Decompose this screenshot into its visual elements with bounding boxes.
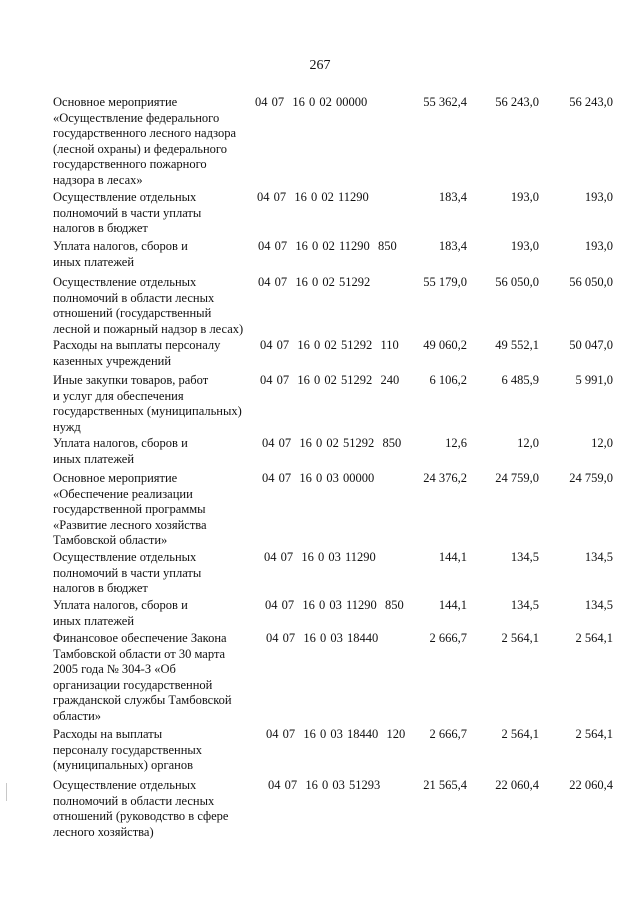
row-code: 04 07 16 0 03 18440 (266, 631, 379, 645)
row-code: 04 07 16 0 03 11290 (264, 550, 376, 564)
row-value-1: 55 179,0 (423, 275, 467, 289)
row-value-1: 24 376,2 (423, 471, 467, 485)
page-number: 267 (309, 58, 331, 73)
row-value-2: 2 564,1 (501, 727, 539, 741)
row-value-2: 2 564,1 (501, 631, 539, 645)
row-value-3: 2 564,1 (575, 727, 613, 741)
row-value-2: 134,5 (510, 550, 539, 564)
row-code: 04 07 16 0 02 00000 (255, 95, 368, 109)
row-description: Осуществление отдельных полномочий в части уплаты налогов в бюджет (53, 550, 202, 596)
row-value-1: 2 666,7 (429, 631, 467, 645)
row-code: 04 07 16 0 02 11290 850 (258, 239, 397, 253)
row-value-1: 55 362,4 (423, 95, 467, 109)
row-value-3: 24 759,0 (569, 471, 613, 485)
row-value-1: 12,6 (445, 436, 467, 450)
row-value-2: 56 050,0 (495, 275, 539, 289)
row-value-2: 12,0 (517, 436, 539, 450)
row-value-3: 5 991,0 (575, 373, 613, 387)
row-value-2: 24 759,0 (495, 471, 539, 485)
row-value-2: 56 243,0 (495, 95, 539, 109)
row-value-3: 50 047,0 (569, 338, 613, 352)
row-code: 04 07 16 0 02 11290 (257, 190, 369, 204)
row-code: 04 07 16 0 02 51292 (258, 275, 371, 289)
row-value-3: 134,5 (584, 550, 613, 564)
row-value-3: 22 060,4 (569, 778, 613, 792)
row-value-2: 134,5 (510, 598, 539, 612)
row-value-1: 6 106,2 (429, 373, 467, 387)
row-value-3: 2 564,1 (575, 631, 613, 645)
row-description: Основное мероприятие «Осуществление федерального государственного лесного надзора (лесной охраны) и федерального государственного пожарного надзора в лесах» (53, 95, 237, 187)
scan-margin-mark (6, 783, 7, 801)
row-description: Финансовое обеспечение Закона Тамбовской области от 30 марта 2005 года № 304-З «Об организации государственной гражданской службы Тамбовской области» (53, 631, 232, 723)
row-code: 04 07 16 0 02 51292 850 (262, 436, 402, 450)
row-value-1: 183,4 (438, 239, 467, 253)
row-code: 04 07 16 0 03 51293 (268, 778, 381, 792)
row-description: Основное мероприятие «Обеспечение реализации государственной программы «Развитие лесного хозяйства Тамбовской области» (53, 471, 207, 548)
row-description: Уплата налогов, сборов и иных платежей (53, 598, 188, 628)
row-value-1: 2 666,7 (429, 727, 467, 741)
row-code: 04 07 16 0 02 51292 240 (260, 373, 400, 387)
row-description: Осуществление отдельных полномочий в части уплаты налогов в бюджет (53, 190, 202, 236)
row-value-3: 193,0 (584, 190, 613, 204)
row-description: Уплата налогов, сборов и иных платежей (53, 436, 188, 466)
row-code: 04 07 16 0 03 11290 850 (265, 598, 404, 612)
row-value-1: 183,4 (438, 190, 467, 204)
row-code: 04 07 16 0 02 51292 110 (260, 338, 399, 352)
row-value-1: 21 565,4 (423, 778, 467, 792)
row-value-3: 56 050,0 (569, 275, 613, 289)
row-value-1: 49 060,2 (423, 338, 467, 352)
row-description: Уплата налогов, сборов и иных платежей (53, 239, 188, 269)
row-description: Иные закупки товаров, работ и услуг для обеспечения государственных (муниципальных) нужд (53, 373, 242, 434)
row-value-1: 144,1 (438, 550, 467, 564)
row-value-1: 144,1 (438, 598, 467, 612)
row-value-3: 56 243,0 (569, 95, 613, 109)
row-description: Расходы на выплаты персоналу государственных (муниципальных) органов (53, 727, 203, 773)
row-value-2: 6 485,9 (501, 373, 539, 387)
row-value-2: 22 060,4 (495, 778, 539, 792)
row-value-2: 193,0 (510, 239, 539, 253)
row-description: Осуществление отдельных полномочий в области лесных отношений (руководство в сфере лесного хозяйства) (53, 778, 229, 839)
row-value-2: 49 552,1 (495, 338, 539, 352)
row-value-3: 193,0 (584, 239, 613, 253)
row-code: 04 07 16 0 03 18440 120 (266, 727, 406, 741)
row-value-3: 134,5 (584, 598, 613, 612)
row-code: 04 07 16 0 03 00000 (262, 471, 375, 485)
row-value-2: 193,0 (510, 190, 539, 204)
row-description: Осуществление отдельных полномочий в области лесных отношений (государственный лесной и пожарный надзор в лесах) (53, 275, 244, 336)
row-description: Расходы на выплаты персоналу казенных учреждений (53, 338, 221, 368)
row-value-3: 12,0 (591, 436, 613, 450)
